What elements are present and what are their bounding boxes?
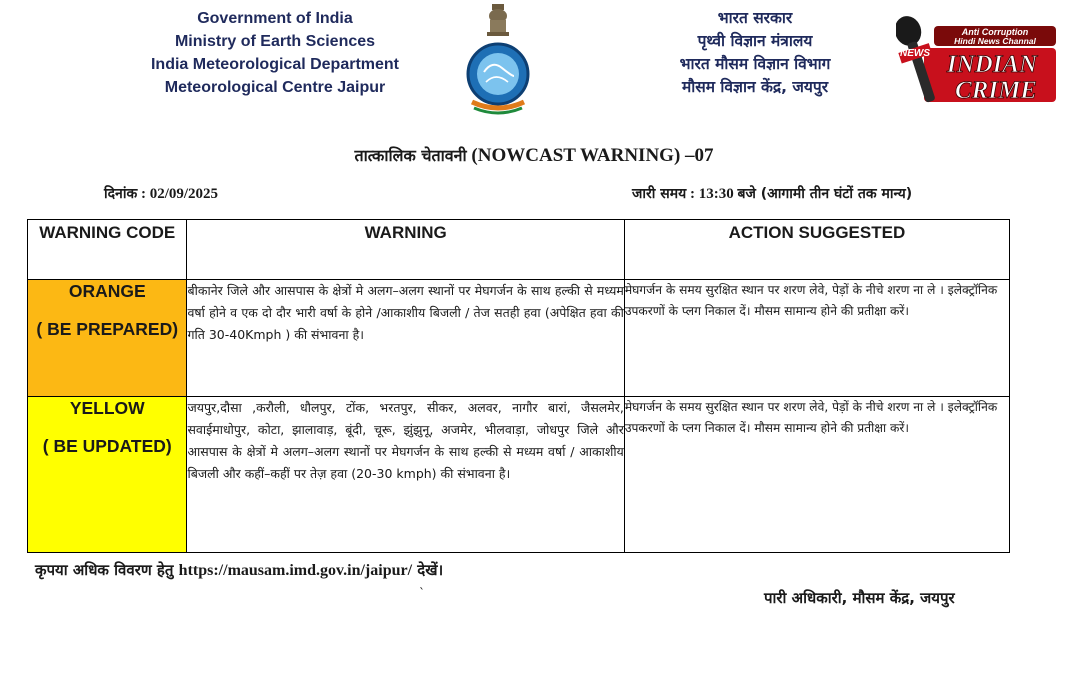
logo-brand-2: CRIME: [955, 77, 1037, 104]
footer-ref-prefix: कृपया अधिक विवरण हेतु: [35, 561, 179, 579]
table-row-yellow: [28, 397, 1010, 553]
issue-time: [632, 184, 912, 203]
logo-tag-2: Hindi News Channal: [954, 36, 1036, 46]
date-label: दिनांक: [104, 186, 138, 202]
footer-ref-suffix: देखें।: [412, 561, 444, 579]
code-orange-sub: ( BE PREPARED): [36, 319, 179, 339]
imd-jaipur-link[interactable]: https://mausam.imd.gov.in/jaipur/: [178, 562, 413, 579]
header-hi-line-1: भारत सरकार: [717, 9, 793, 27]
issue-time-validity: बजे (आगामी तीन घंटों तक मान्य): [737, 186, 913, 202]
header-hindi: [640, 7, 870, 99]
warning-text-orange: बीकानेर जिले और आसपास के क्षेत्रों मे अलग–अलग स्थानों पर मेघगर्जन के साथ हल्की से मध्यम वर्षा होने व एक दो दौर भारी वर्षा के होने /आकाशीय बिजली / तेज सतही हवा (अपेक्षित हवा की गति 30-40Kmph ) की संभावना है।: [187, 280, 624, 397]
warning-code-yellow: [28, 397, 187, 553]
header-hi-line-4: मौसम विज्ञान केंद्र, जयपुर: [681, 78, 829, 96]
warning-code-orange: [28, 280, 187, 397]
logo-news: NEWS: [900, 48, 930, 59]
title-hindi: तात्कालिक चेतावनी: [354, 146, 467, 165]
header-en-line-1: Government of India: [197, 10, 353, 27]
header-english: [130, 7, 420, 99]
header-en-line-4: Meteorological Centre Jaipur: [164, 79, 386, 96]
page-title: [0, 144, 1068, 167]
header-warning: WARNING: [187, 220, 624, 280]
header-en-line-3: India Meteorological Department: [150, 56, 400, 73]
indian-crime-logo: [896, 12, 1058, 110]
code-orange-label: ORANGE: [68, 281, 146, 301]
title-english: (NOWCAST WARNING) –07: [466, 145, 714, 166]
issue-time-label: जारी समय: [632, 186, 687, 202]
warning-text-yellow: जयपुर,दौसा ,करौली, धौलपुर, टोंक, भरतपुर, सीकर, अलवर, नागौर बारां, जैसलमेर, सवाईमाधोपुर, कोटा, झालावाड़, बूंदी, चूरू, झुंझुनू, अजमेर, भीलवाड़ा, जोधपुर जिले और आसपास के क्षेत्रों मे अलग–अलग स्थानों पर मेघगर्जन के साथ हल्की से मध्यम वर्षा / आकाशीय बिजली और कहीं–कहीं पर तेज़ हवा (20-30 kmph) की संभावना है।: [187, 397, 624, 553]
header-hi-line-3: भारत मौसम विज्ञान विभाग: [679, 55, 831, 73]
action-text-yellow: मेघगर्जन के समय सुरक्षित स्थान पर शरण लेवे, पेड़ों के नीचे शरण ना ले । इलेक्ट्रॉनिक उपकरणों के प्लग निकाल दें। मौसम सामान्य होने की प्रतीक्षा करें।: [624, 397, 1009, 553]
issue-time-value: : 13:30: [686, 186, 738, 202]
date-value: : 02/09/2025: [137, 186, 219, 202]
header-warning-code: WARNING CODE: [28, 220, 187, 280]
warning-table: [27, 219, 1010, 553]
header-hi-line-2: पृथ्वी विज्ञान मंत्रालय: [697, 32, 813, 50]
logo-brand-1: INDIAN: [946, 51, 1038, 78]
header-action-suggested: ACTION SUGGESTED: [624, 220, 1009, 280]
issue-date: [104, 184, 218, 203]
logo-tag-1: Anti Corruption: [961, 27, 1029, 37]
header-en-line-2: Ministry of Earth Sciences: [174, 33, 376, 50]
signoff: पारी अधिकारी, मौसम केंद्र, जयपुर: [764, 589, 955, 607]
code-yellow-sub: ( BE UPDATED): [42, 436, 172, 456]
footer-reference: [35, 560, 443, 580]
table-header-row: [28, 220, 1010, 280]
table-row-orange: [28, 280, 1010, 397]
stray-mark: `: [419, 586, 425, 600]
code-yellow-label: YELLOW: [69, 398, 145, 418]
action-text-orange: मेघगर्जन के समय सुरक्षित स्थान पर शरण लेवे, पेड़ों के नीचे शरण ना ले । इलेक्ट्रॉनिक उपकरणों के प्लग निकाल दें। मौसम सामान्य होने की प्रतीक्षा करें।: [624, 280, 1009, 397]
imd-emblem-icon: [462, 2, 534, 116]
